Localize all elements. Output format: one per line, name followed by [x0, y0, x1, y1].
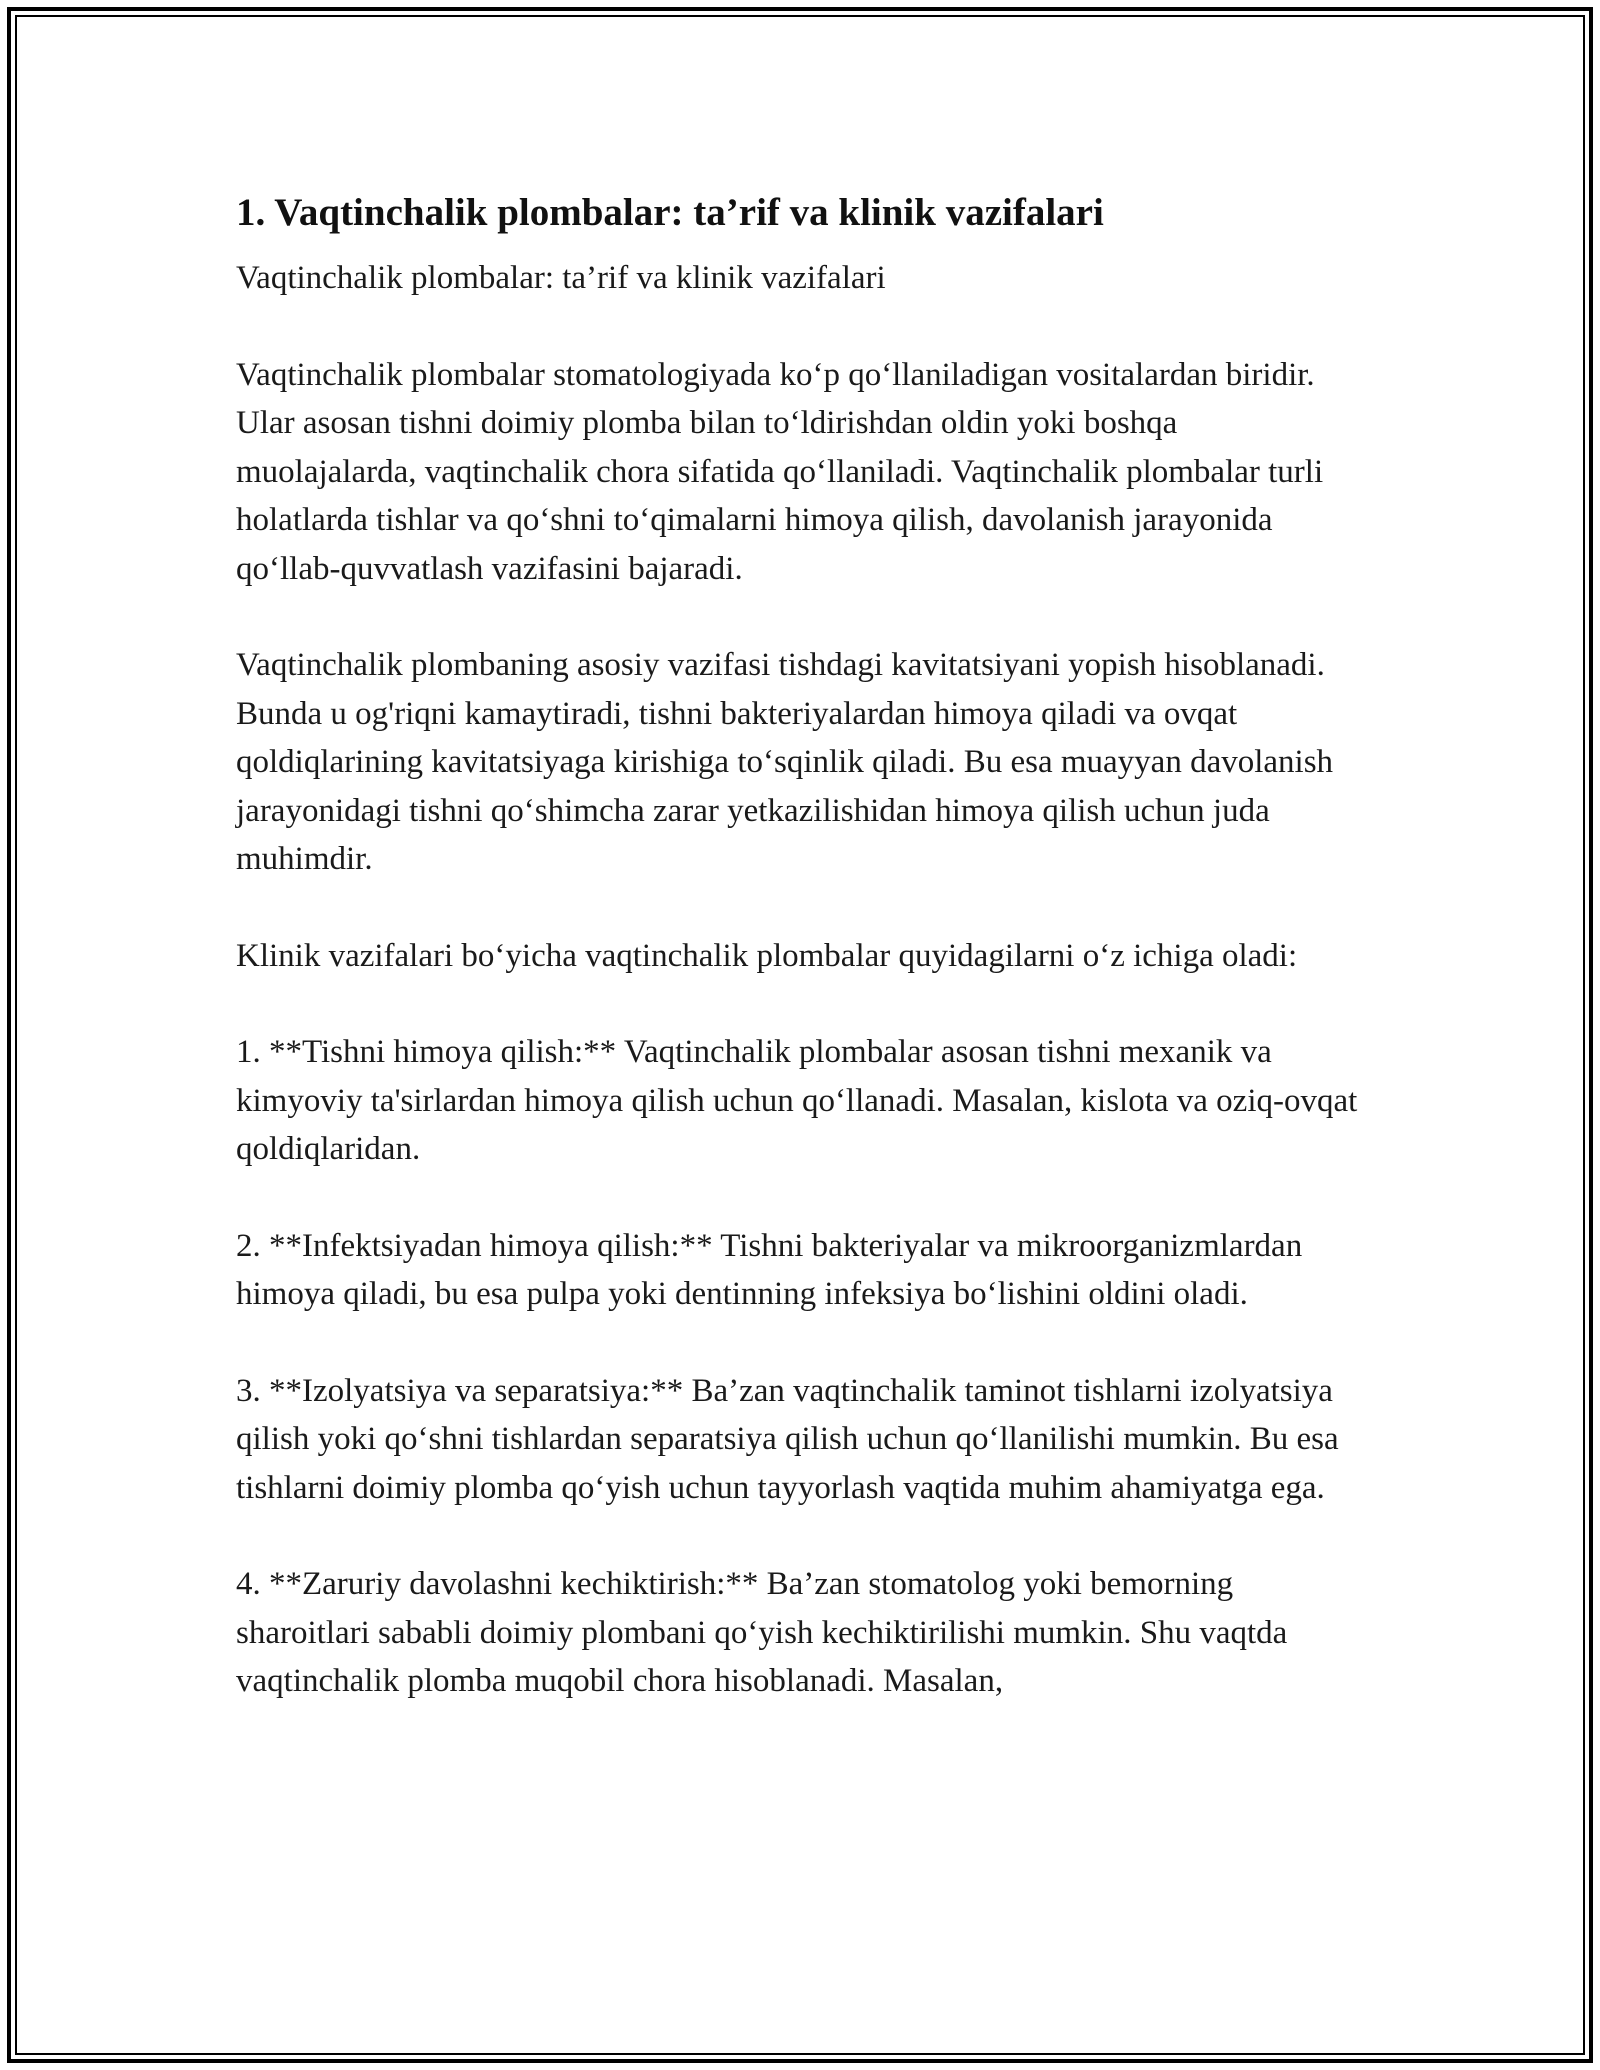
list-item-infection-protection: 2. **Infektsiyadan himoya qilish:** Tishni bakteriyalar va mikroorganizmlardan himoya qiladi, bu esa pulpa yoki dentinning infeksiya bo‘lishini oldini oladi. — [236, 1227, 1303, 1312]
list-item-isolation-separation: 3. **Izolyatsiya va separatsiya:** Ba’zan vaqtinchalik taminot tishlarni izolyatsiya qilish yoki qo‘shni tishlardan separatsiya qilish uchun qo‘llanilishi mumkin. Bu esa tishlarni doimiy plomba qo‘yish uchun tayyorlash vaqtida muhim ahamiyatga ega. — [236, 1372, 1339, 1506]
paragraph-main-function: Vaqtinchalik plombaning asosiy vazifasi tishdagi kavitatsiyani yopish hisoblanadi. Bunda u og'riqni kamaytiradi, tishni bakteriyalardan himoya qiladi va ovqat qoldiqlarining kavitatsiyaga kirishiga to‘sqinlik qiladi. Bu esa muayyan davolanish jarayonidagi tishni qo‘shimcha zarar yetkazilishidan himoya qilish uchun juda muhimdir. — [236, 647, 1334, 877]
document-body — [236, 184, 1366, 1706]
section-subtitle: Vaqtinchalik plombalar: ta’rif va klinik vazifalari — [236, 260, 886, 296]
section-heading: 1. Vaqtinchalik plombalar: ta’rif va klinik vazifalari — [236, 191, 1104, 234]
list-item-delay-treatment: 4. **Zaruriy davolashni kechiktirish:** Ba’zan stomatolog yoki bemorning sharoitlari sababli doimiy plombani qo‘yish kechiktirilishi mumkin. Shu vaqtda vaqtinchalik plomba muqobil chora hisoblanadi. Masalan, — [236, 1566, 1288, 1699]
list-item-tooth-protection: 1. **Tishni himoya qilish:** Vaqtinchalik plombalar asosan tishni mexanik va kimyoviy ta'sirlardan himoya qilish uchun qo‘llanadi. Masalan, kislota va oziq-ovqat qoldiqlaridan. — [236, 1034, 1358, 1167]
paragraph-intro: Vaqtinchalik plombalar stomatologiyada ko‘p qo‘llaniladigan vositalardan biridir. Ular asosan tishni doimiy plomba bilan to‘ldirishdan oldin yoki boshqa muolajalarda, vaqtinchalik chora sifatida qo‘llaniladi. Vaqtinchalik plombalar turli holatlarda tishlar va qo‘shni to‘qimalarni himoya qilish, davolanish jarayonida qo‘llab-quvvatlash vazifasini bajaradi. — [236, 356, 1324, 587]
paragraph-clinical-functions-intro: Klinik vazifalari bo‘yicha vaqtinchalik plombalar quyidagilarni o‘z ichiga oladi: — [236, 937, 1298, 974]
